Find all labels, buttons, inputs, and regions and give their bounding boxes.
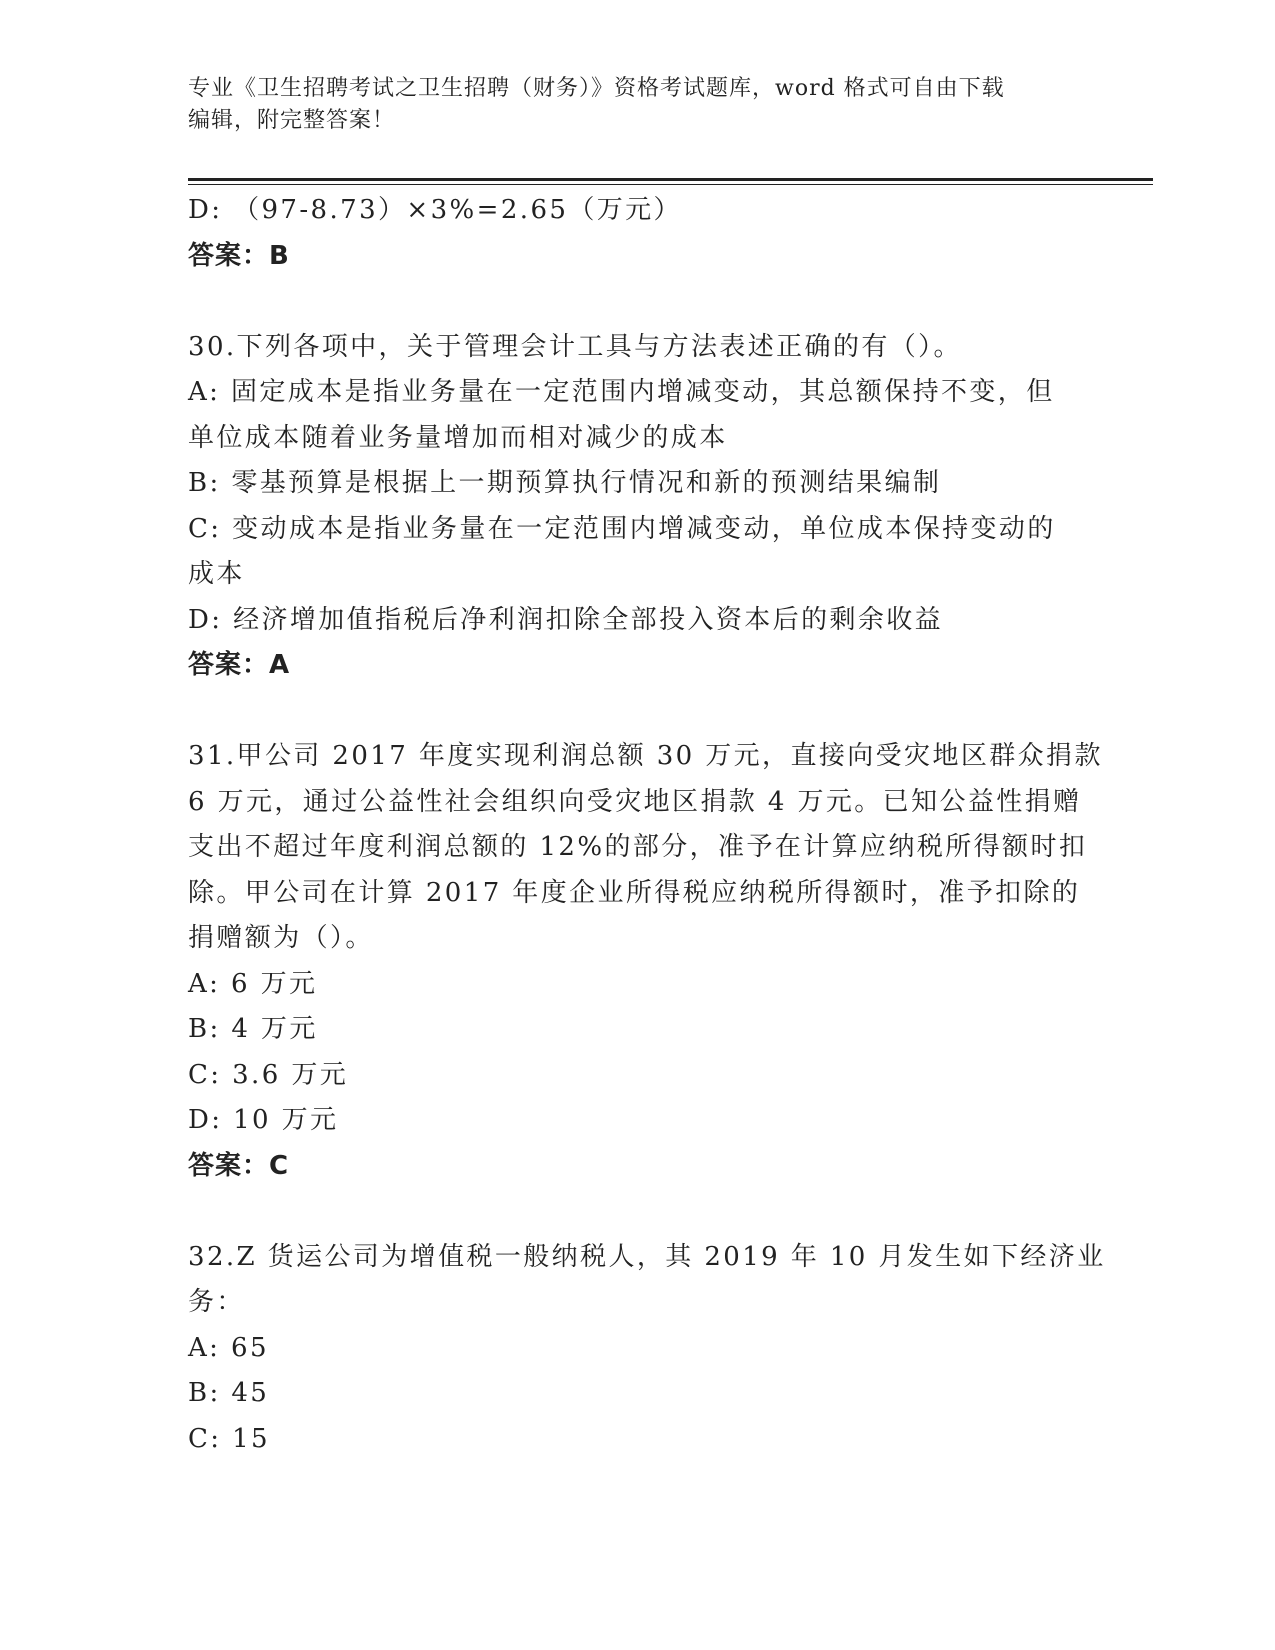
question-stem-continued: 除。甲公司在计算 2017 年度企业所得税应纳税所得额时，准予扣除的 bbox=[188, 877, 1081, 908]
header-divider-thin bbox=[188, 184, 1153, 185]
question-stem: 32.Z 货运公司为增值税一般纳税人，其 2019 年 10 月发生如下经济业 bbox=[188, 1241, 1106, 1272]
spacer bbox=[188, 279, 1093, 325]
option-a-continued: 单位成本随着业务量增加而相对减少的成本 bbox=[188, 422, 728, 453]
question-stem-continued: 6 万元，通过公益性社会组织向受灾地区捐款 4 万元。已知公益性捐赠 bbox=[188, 786, 1082, 817]
option-b: B: 零基预算是根据上一期预算执行情况和新的预测结果编制 bbox=[188, 468, 942, 498]
option-a: A: 固定成本是指业务量在一定范围内增减变动，其总额保持不变，但 bbox=[188, 377, 1055, 407]
option-c: C: 15 bbox=[188, 1423, 271, 1454]
option-b: B: 45 bbox=[188, 1378, 270, 1408]
option-c: C: 3.6 万元 bbox=[188, 1059, 349, 1090]
header-divider-thick bbox=[188, 178, 1153, 181]
question-stem-continued: 捐赠额为（）。 bbox=[188, 923, 374, 953]
question-stem-continued: 务： bbox=[188, 1287, 245, 1317]
option-a: A: 6 万元 bbox=[188, 968, 318, 999]
question-32 bbox=[188, 1235, 1106, 1463]
option-d: D: （97-8.73）×3%=2.65（万元） bbox=[188, 195, 682, 225]
prev-question bbox=[188, 188, 1093, 279]
answer-line: 答案：A bbox=[188, 650, 291, 680]
question-stem: 31.甲公司 2017 年度实现利润总额 30 万元，直接向受灾地区群众捐款 bbox=[188, 741, 1103, 771]
spacer bbox=[188, 689, 1093, 735]
question-30 bbox=[188, 325, 1093, 689]
question-31 bbox=[188, 734, 1103, 1189]
spacer bbox=[188, 1189, 1093, 1235]
option-b: B: 4 万元 bbox=[188, 1014, 318, 1044]
question-stem-continued: 支出不超过年度利润总额的 12%的部分，准予在计算应纳税所得额时扣 bbox=[188, 832, 1088, 862]
question-stem: 30.下列各项中，关于管理会计工具与方法表述正确的有（）。 bbox=[188, 331, 962, 362]
option-c-continued: 成本 bbox=[188, 559, 245, 589]
document-body bbox=[188, 188, 1106, 1462]
header-line-1: 专业《卫生招聘考试之卫生招聘（财务）》资格考试题库，word 格式可自由下载 bbox=[188, 76, 1005, 101]
option-c: C: 变动成本是指业务量在一定范围内增减变动，单位成本保持变动的 bbox=[188, 513, 1056, 544]
option-d: D: 10 万元 bbox=[188, 1105, 339, 1135]
option-d: D: 经济增加值指税后净利润扣除全部投入资本后的剩余收益 bbox=[188, 604, 944, 635]
option-a: A: 65 bbox=[188, 1332, 269, 1363]
answer-line: 答案：C bbox=[188, 1150, 290, 1181]
answer-line: 答案：B bbox=[188, 240, 290, 271]
header-line-2: 编辑，附完整答案！ bbox=[188, 108, 396, 133]
document-header bbox=[188, 73, 1068, 137]
